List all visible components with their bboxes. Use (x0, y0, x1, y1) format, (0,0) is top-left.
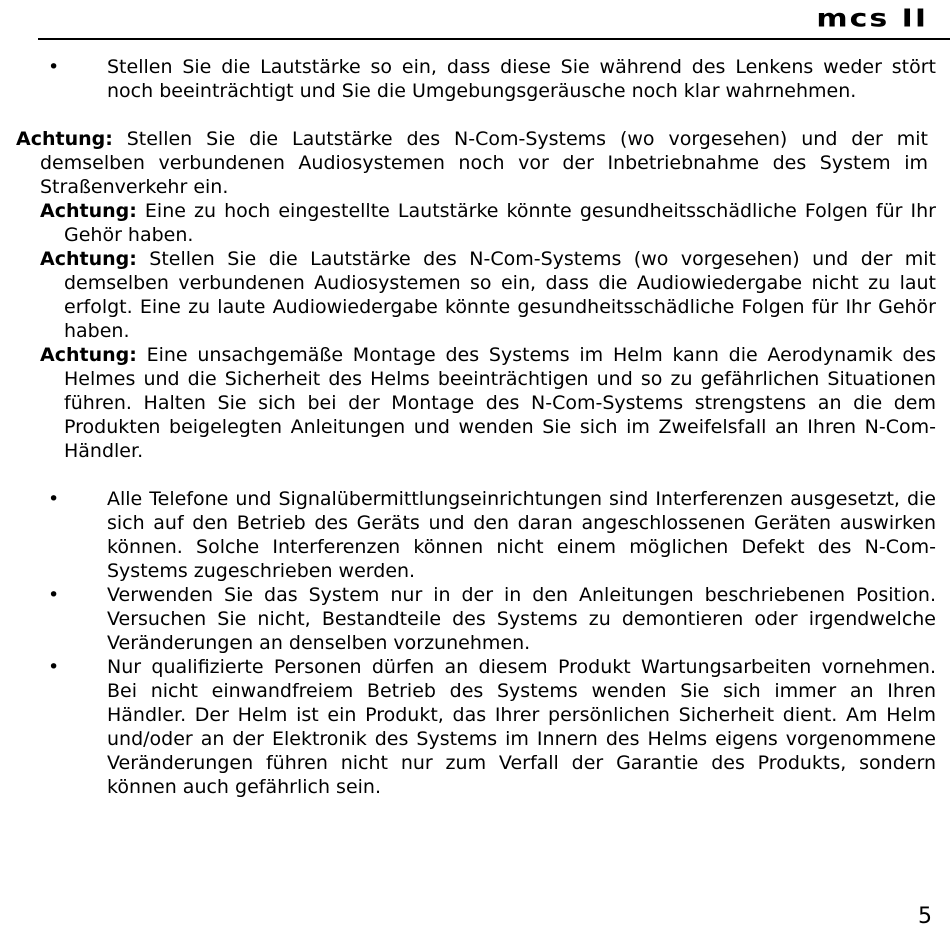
warning-paragraph (0, 343, 950, 463)
warning-text: Eine zu hoch eingestellte Lautstärke könnte gesundheitsschädliche Folgen für Ihr Gehör haben. (64, 200, 936, 246)
list-item (0, 655, 950, 799)
warning-label: Achtung: (40, 248, 137, 270)
brand-logo: mcs II (816, 4, 928, 34)
warning-label: Achtung: (40, 344, 137, 366)
bullet-marker: • (48, 656, 60, 678)
bullet-marker: • (48, 584, 60, 606)
warning-text: Stellen Sie die Lautstärke des N-Com-Systems (wo vorgesehen) und der mit demselben verbundenen Audiosystemen noch vor der Inbetriebnahme des System im Straßenverkehr ein. (40, 128, 928, 198)
warning-label: Achtung: (40, 200, 137, 222)
spacer (0, 103, 950, 127)
page-number: 5 (918, 904, 932, 929)
page-content (0, 55, 950, 799)
warnings-section (0, 127, 950, 463)
spacer (0, 463, 950, 487)
warning-text: Eine unsachgemäße Montage des Systems im Helm kann die Aerodynamik des Helmes und die Sicherheit des Helms beeinträchtigen und so zu gefährlichen Situationen führen. Halten Sie sich bei der Montage des N-Com-Systems strengstens an die dem Produkten beigelegten Anleitungen und wenden Sie sich im Zweifelsfall an Ihren N-Com-Händler. (64, 344, 936, 462)
warning-label: Achtung: (16, 128, 113, 150)
warning-paragraph (0, 247, 950, 343)
bullet-text: Stellen Sie die Lautstärke so ein, dass diese Sie während des Lenkens weder stört noch beeinträchtigt und Sie die Umgebungsgeräusche noch klar wahrnehmen. (107, 56, 936, 102)
bullet-text: Alle Telefone und Signalübermittlungseinrichtungen sind Interferenzen ausgesetzt, die sich auf den Betrieb des Geräts und den daran angeschlossenen Geräten auswirken können. Solche Interferenzen können nicht einem möglichen Defekt des N-Com-Systems zugeschrieben werden. (107, 488, 936, 582)
list-item (0, 487, 950, 583)
list-item (0, 55, 950, 103)
header-divider (38, 38, 950, 40)
warning-paragraph (0, 127, 942, 199)
bullet-text: Nur qualifizierte Personen dürfen an diesem Produkt Wartungsarbeiten vornehmen. Bei nicht einwandfreiem Betrieb des Systems wenden Sie sich immer an Ihren Händler. Der Helm ist ein Produkt, das Ihrer persönlichen Sicherheit dient. Am Helm und/oder an der Elektronik des Systems im Innern des Helms eigens vorgenommene Veränderungen führen nicht nur zum Verfall der Garantie des Produkts, sondern können auch gefährlich sein. (107, 656, 936, 798)
warning-text: Stellen Sie die Lautstärke des N-Com-Systems (wo vorgesehen) und der mit demselben verbundenen Audiosystemen so ein, dass die Audiowiedergabe nicht zu laut erfolgt. Eine zu laute Audiowiedergabe könnte gesundheitsschädliche Folgen für Ihr Gehör haben. (64, 248, 936, 342)
bullet-marker: • (48, 488, 60, 510)
warning-paragraph (0, 199, 950, 247)
bullet-marker: • (48, 56, 60, 78)
bullet-text: Verwenden Sie das System nur in der in den Anleitungen beschriebenen Position. Versuchen Sie nicht, Bestandteile des Systems zu demontieren oder irgendwelche Veränderungen an denselben vorzunehmen. (107, 584, 936, 654)
list-item (0, 583, 950, 655)
